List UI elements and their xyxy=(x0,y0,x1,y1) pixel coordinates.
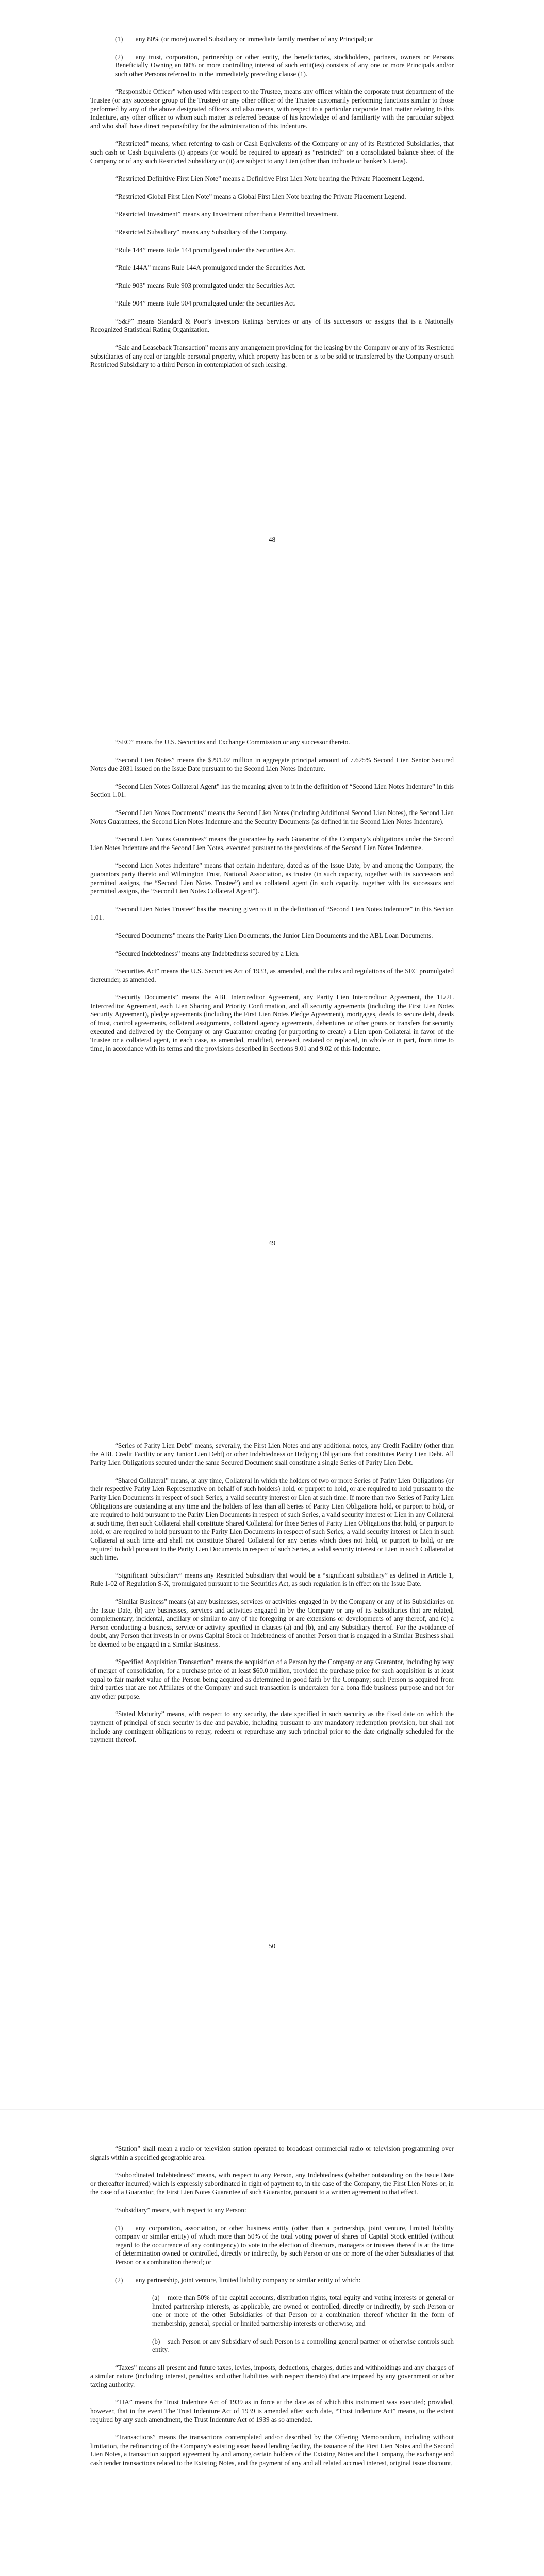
definition-paragraph xyxy=(90,246,454,255)
paragraph-text: “Rule 903” means Rule 903 promulgated under the Securities Act. xyxy=(115,281,296,290)
paragraph-text: “Second Lien Notes Trustee” has the meaning given to it in the definition of “Second Lien Notes Indenture” in this Section 1.01. xyxy=(90,905,454,922)
paragraph-text: “Stated Maturity” means, with respect to any security, the date specified in such security as the fixed date on which the payment of principal of such security is due and payable, including pursuant to any mandatory redemption provision, but shall not include any contingent obligations to repay, redeem or repurchase any such principal prior to the date originally scheduled for the payment thereof. xyxy=(90,1710,454,1744)
paragraph-text: “Restricted Investment” means any Investment other than a Permitted Investment. xyxy=(115,210,339,218)
page-content xyxy=(90,1442,454,1754)
list-item-number: (2) xyxy=(115,53,123,61)
paragraph-text: “Restricted Global First Lien Note” means a Global First Lien Note bearing the Private Placement Legend. xyxy=(115,192,406,200)
paragraph-text: “Station” shall mean a radio or television station operated to broadcast commercial radio or television programming over signals within a specified geographic area. xyxy=(90,2145,454,2161)
list-item-number: (a) xyxy=(152,2294,160,2302)
definition-paragraph xyxy=(90,2364,454,2389)
paragraph-text: “Rule 144” means Rule 144 promulgated under the Securities Act. xyxy=(115,246,296,254)
definition-paragraph xyxy=(90,756,454,773)
paragraph-text: any corporation, association, or other business entity (other than a partnership, joint venture, limited liability company or similar entity) of which more than 50% of the total voting power of shares of Capital Stock entitled (without regard to the occurrence of any contingency) to vote in the election of directors, managers or trustees thereof is at the time of determination owned or controlled, directly or indirectly, by such Person or one or more of the other Subsidiaries of that Person or a combination thereof; or xyxy=(115,2224,454,2266)
definition-paragraph xyxy=(90,835,454,852)
paragraph-text: any trust, corporation, partnership or other entity, the beneficiaries, stockholders, partners, owners or Persons Beneficially Owning an 80% or more controlling interest of such entit(ies) consists of any one or more Principals and/or such other Persons referred to in the immediately preceding clause (1). xyxy=(115,53,454,78)
definition-paragraph xyxy=(90,2145,454,2162)
paragraph-text: any 80% (or more) owned Subsidiary or immediate family member of any Principal; or xyxy=(136,35,374,43)
definition-paragraph xyxy=(90,2206,454,2215)
paragraph-text: “SEC” means the U.S. Securities and Exchange Commission or any successor thereto. xyxy=(115,738,350,746)
paragraph-text: “Second Lien Notes Guarantees” means the guarantee by each Guarantor of the Company’s obligations under the Second Lien Notes Indenture and the Second Lien Notes, executed pursuant to the provisions of the Second Lien Notes Indenture. xyxy=(90,835,454,852)
definition-paragraph xyxy=(90,967,454,984)
definition-paragraph xyxy=(90,299,454,308)
paragraph-text: such Person or any Subsidiary of such Person is a controlling general partner or otherwise controls such entity. xyxy=(152,2337,454,2354)
definition-paragraph xyxy=(90,1442,454,1467)
list-item-paragraph xyxy=(90,2224,454,2267)
paragraph-text: “S&P” means Standard & Poor’s Investors Ratings Services or any of its successors or assigns that is a Nationally Recognized Statistical Rating Organization. xyxy=(90,317,454,334)
paragraph-text: “Similar Business” means (a) any businesses, services or activities engaged in by the Company or any of its Subsidiaries on the Issue Date, (b) any businesses, services and activities engaged in by the Company or any of its Subsidiaries that are related, complementary, incidental, ancillary or similar to any of the foregoing or are extensions or developments of any thereof, and (c) a Person conducting a business, service or activity specified in clauses (a) and (b), and any Subsidiary thereof. For the avoidance of doubt, any Person that invests in or owns Capital Stock or Indebtedness of another Person that is engaged in a Similar Business shall be deemed to be engaged in a Similar Business. xyxy=(90,1597,454,1648)
paragraph-text: “Secured Indebtedness” means any Indebtedness secured by a Lien. xyxy=(115,949,300,957)
definition-paragraph xyxy=(90,210,454,219)
definition-paragraph xyxy=(90,738,454,747)
paragraph-text: “Subordinated Indebtedness” means, with respect to any Person, any Indebtedness (whether outstanding on the Issue Date or thereafter incurred) which is expressly subordinated in right of payment to, in the case of the Company, the First Lien Notes or, in the case of a Guarantor, the First Lien Notes Guarantee of such Guarantor, pursuant to a written agreement to that effect. xyxy=(90,2171,454,2196)
definition-paragraph xyxy=(90,175,454,183)
paragraph-text: “Restricted Subsidiary” means any Subsidiary of the Company. xyxy=(115,228,288,236)
list-item-paragraph xyxy=(90,2294,454,2328)
definition-paragraph xyxy=(90,140,454,165)
definition-paragraph xyxy=(90,1658,454,1701)
paragraph-text: “Shared Collateral” means, at any time, Collateral in which the holders of two or more Series of Parity Lien Obligations (or their respective Parity Lien Representative on behalf of such holders) hold, or purport to hold, or are required to hold pursuant to the Parity Lien Documents in respect of such Series, a valid security interest or Lien at such time. If more than two Series of Parity Lien Obligations are outstanding at any time and the holders of less than all Series of Parity Lien Obligations hold, or purport to hold, or are required to hold pursuant to the Parity Lien Documents in respect of such Series, a valid security interest or Lien in any Collateral at such time, then such Collateral shall constitute Shared Collateral for those Series of Parity Lien Obligations that hold, or purport to hold, or are required to hold pursuant to the Parity Lien Documents in respect of such Series, a valid security interest or Lien in such Collateral at such time and shall not constitute Shared Collateral for any Series which does not hold, or purport to hold, or are required to hold pursuant to the Parity Lien Documents in respect of such Series, a valid security interest or Lien in such Collateral at such time. xyxy=(90,1476,454,1562)
paragraph-text: “Taxes” means all present and future taxes, levies, imposts, deductions, charges, duties and withholdings and any charges of a similar nature (including interest, penalties and other liabilities with respect thereto) that are imposed by any government or other taxing authority. xyxy=(90,2363,454,2388)
list-item-paragraph xyxy=(90,2337,454,2354)
definition-paragraph xyxy=(90,1477,454,1562)
definition-paragraph xyxy=(90,1571,454,1588)
page-content xyxy=(90,35,454,379)
paragraph-text: more than 50% of the capital accounts, distribution rights, total equity and voting interests or general or limited partnership interests, as applicable, are owned or controlled, directly or indirectly, by such Person or one or more of the other Subsidiaries of that Person or a combination thereof whether in the form of membership, general, special or limited partnership interests or otherwise; and xyxy=(152,2294,454,2327)
list-item-number: (b) xyxy=(152,2337,160,2345)
paragraph-text: “Responsible Officer” when used with respect to the Trustee, means any officer within the corporate trust department of the Trustee (or any successor group of the Trustee) or any other officer of the Trustee customarily performing functions similar to those performed by any of the above designated officers and also means, with respect to a particular corporate trust matter relating to this Indenture, any other officer to whom such matter is referred because of his knowledge of and familiarity with the particular subject and who shall have direct responsibility for the administration of this Indenture. xyxy=(90,88,454,130)
list-item-number: (1) xyxy=(115,35,123,43)
paragraph-text: “Sale and Leaseback Transaction” means any arrangement providing for the leasing by the Company or any of its Restricted Subsidiaries of any real or tangible personal property, which property has been or is to be sold or transferred by the Company or such Restricted Subsidiary to a third Person in contemplation of such leasing. xyxy=(90,344,454,369)
definition-paragraph xyxy=(90,228,454,237)
paragraph-text: “Security Documents” means the ABL Intercreditor Agreement, any Parity Lien Intercreditor Agreement, the 1L/2L Intercreditor Agreement, each Lien Sharing and Priority Confirmation, and all security agreements (including the First Lien Notes Security Agreement), pledge agreements (including the First Lien Notes Pledge Agreement), mortgages, deeds to secure debt, deeds of trust, control agreements, collateral assignments, collateral agency agreements, debentures or other grants or transfers for security executed and delivered by the Company or any Guarantor creating (or purporting to create) a Lien upon Collateral in favor of the Trustee or a collateral agent, in each case, as amended, modified, renewed, restated or replaced, in whole or in part, from time to time, in accordance with its terms and the provisions described in Sections 9.01 and 9.02 of this Indenture. xyxy=(90,993,454,1053)
definition-paragraph xyxy=(90,783,454,800)
page-number: 49 xyxy=(268,1239,276,1247)
paragraph-text: “Rule 144A” means Rule 144A promulgated under the Securities Act. xyxy=(115,264,306,272)
paragraph-text: “Second Lien Notes Collateral Agent” has the meaning given to it in the definition of “Second Lien Notes Indenture” in this Section 1.01. xyxy=(90,782,454,799)
definition-paragraph xyxy=(90,993,454,1053)
page-number: 48 xyxy=(268,536,276,544)
definition-paragraph xyxy=(90,2433,454,2467)
paragraph-text: “Series of Parity Lien Debt” means, severally, the First Lien Notes and any additional notes, any Credit Facility (other than the ABL Credit Facility or any Junior Lien Debt) or other Indebtedness or Hedging Obligations that constitutes Parity Lien Debt. All Parity Lien Obligations secured under the same Secured Document shall constitute a single Series of Parity Lien Debt. xyxy=(90,1442,454,1467)
definition-paragraph xyxy=(90,88,454,130)
document-page xyxy=(0,1406,544,2110)
definition-paragraph xyxy=(90,2171,454,2197)
paragraph-text: “Secured Documents” means the Parity Lien Documents, the Junior Lien Documents and the ABL Loan Documents. xyxy=(115,931,433,939)
page-content xyxy=(90,2145,454,2477)
list-item-paragraph xyxy=(90,53,454,79)
definition-paragraph xyxy=(90,1598,454,1649)
paragraph-text: “Transactions” means the transactions contemplated and/or described by the Offering Memorandum, including without limitation, the refinancing of the Company’s existing asset based lending facility, the issuance of the First Lien Notes and the Second Lien Notes, a transaction support agreement by and among certain holders of the Existing Notes and the Company, the exchange and cash tender transactions related to the Existing Notes, and the payment of any and all related accrued interest, original issue discount, xyxy=(90,2433,454,2467)
paragraph-text: “Subsidiary” means, with respect to any Person: xyxy=(115,2206,246,2214)
definition-paragraph xyxy=(90,950,454,958)
definition-paragraph xyxy=(90,931,454,940)
paragraph-text: any partnership, joint venture, limited liability company or similar entity of which: xyxy=(136,2276,361,2284)
definition-paragraph xyxy=(90,1710,454,1744)
paragraph-text: “Significant Subsidiary” means any Restricted Subsidiary that would be a “significant subsidiary” as defined in Article 1, Rule 1-02 of Regulation S-X, promulgated pursuant to the Securities Act, as such regulation is in effect on the Issue Date. xyxy=(90,1571,454,1588)
definition-paragraph xyxy=(90,317,454,334)
paragraph-text: “Second Lien Notes” means the $291.02 million in aggregate principal amount of 7.625% Second Lien Senior Secured Notes due 2031 issued on the Issue Date pursuant to the Second Lien Notes Indenture. xyxy=(90,756,454,773)
paragraph-text: “Rule 904” means Rule 904 promulgated under the Securities Act. xyxy=(115,299,296,308)
definition-paragraph xyxy=(90,344,454,369)
paragraph-text: “TIA” means the Trust Indenture Act of 1939 as in force at the date as of which this instrument was executed; provided, however, that in the event The Trust Indenture Act of 1939 is amended after such date, “Trust Indenture Act” means, to the extent required by any such amendment, the Trust Indenture Act of 1939 as so amended. xyxy=(90,2398,454,2424)
definition-paragraph xyxy=(90,193,454,201)
list-item-number: (1) xyxy=(115,2224,123,2232)
definition-paragraph xyxy=(90,809,454,826)
document-page xyxy=(0,0,544,703)
definition-paragraph xyxy=(90,264,454,273)
definition-paragraph xyxy=(90,2398,454,2424)
paragraph-text: “Securities Act” means the U.S. Securities Act of 1933, as amended, and the rules and regulations of the SEC promulgated thereunder, as amended. xyxy=(90,967,454,984)
list-item-number: (2) xyxy=(115,2276,123,2284)
definition-paragraph xyxy=(90,905,454,922)
list-item-paragraph xyxy=(90,35,454,44)
document-page xyxy=(0,703,544,1406)
page-content xyxy=(90,738,454,1062)
definition-paragraph xyxy=(90,861,454,895)
paragraph-text: “Restricted” means, when referring to cash or Cash Equivalents of the Company or any of its Restricted Subsidiaries, that such cash or Cash Equivalents (i) appears (or would be required to appear) as “restricted” on a consolidated balance sheet of the Company or of any such Restricted Subsidiary or (ii) are subject to any Lien (other than inchoate or banker’s Liens). xyxy=(90,140,454,165)
paragraph-text: “Restricted Definitive First Lien Note” means a Definitive First Lien Note bearing the Private Placement Legend. xyxy=(115,175,424,183)
paragraph-text: “Second Lien Notes Indenture” means that certain Indenture, dated as of the Issue Date, by and among the Company, the guarantors party thereto and Wilmington Trust, National Association, as trustee (in such capacity, together with its successors and permitted assigns, the “Second Lien Notes Trustee”) and as collateral agent (in such capacity, together with its successors and permitted assigns, the “Second Lien Notes Collateral Agent”). xyxy=(90,861,454,895)
paragraph-text: “Specified Acquisition Transaction” means the acquisition of a Person by the Company or any Guarantor, including by way of merger of consolidation, for a purchase price of at least $60.0 million, provided the purchase price for such acquisition is at least equal to fair market value of the Person being acquired as determined in good faith by the Company; such Person is acquired from third parties that are not Affiliates of the Company and such transaction is undertaken for a bona fide business purpose and not for any other purpose. xyxy=(90,1658,454,1700)
list-item-paragraph xyxy=(90,2276,454,2285)
page-number: 50 xyxy=(268,1942,276,1950)
document-page xyxy=(0,2110,544,2576)
paragraph-text: “Second Lien Notes Documents” means the Second Lien Notes (including Additional Second Lien Notes), the Second Lien Notes Guarantees, the Second Lien Notes Indenture and the Security Documents (as defined in the Second Lien Notes Indenture). xyxy=(90,808,454,825)
definition-paragraph xyxy=(90,282,454,291)
